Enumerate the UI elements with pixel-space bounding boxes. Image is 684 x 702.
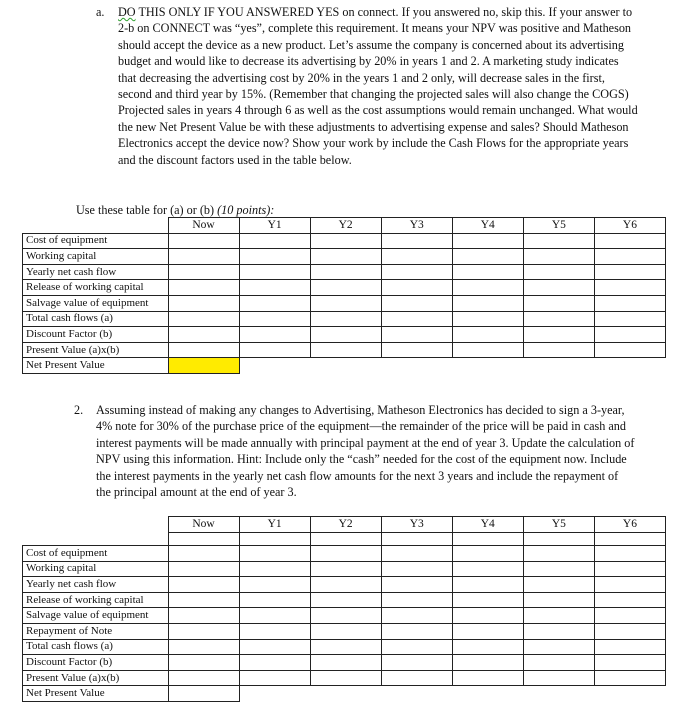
answer-cell[interactable] [452,311,523,327]
answer-cell[interactable] [594,639,665,655]
header-corner [23,517,169,533]
npv-table-a [22,217,666,374]
column-header: Y3 [381,517,452,533]
table-row [23,280,666,296]
answer-cell[interactable] [239,546,310,562]
answer-cell[interactable] [310,311,381,327]
answer-cell[interactable] [523,608,594,624]
column-header: Y2 [310,218,381,234]
table-row [23,264,666,280]
answer-cell[interactable] [310,655,381,671]
answer-cell[interactable] [168,577,239,593]
table-row [23,592,666,608]
answer-cell[interactable] [452,561,523,577]
table-row [23,311,666,327]
answer-cell[interactable] [310,280,381,296]
answer-cell[interactable] [381,295,452,311]
table-instruction-points: (10 points): [217,203,275,217]
empty-cell [452,686,523,702]
table-row [23,358,666,374]
row-label: Working capital [23,249,169,265]
answer-cell[interactable] [594,327,665,343]
answer-cell[interactable] [381,249,452,265]
answer-cell[interactable] [452,280,523,296]
answer-cell[interactable] [381,623,452,639]
answer-cell[interactable] [381,561,452,577]
answer-cell[interactable] [310,623,381,639]
answer-cell[interactable] [523,249,594,265]
answer-cell[interactable] [523,561,594,577]
question-2-text: Assuming instead of making any changes to Advertising, Matheson Electronics has decided to sign a 3-year, 4% note for 30% of the purchase price of the equipment—the remainder of the price will be paid in cash and interest payments will be made annually with principal payment at the end of year 3. Update the calculation of NPV using this information. Hint: Include only the “cash” needed for the cost of the equipment now. Include the interest payments in the yearly net cash flow amounts for the next 3 years and include the repayment of the principal amount at the end of year 3. [96,403,635,500]
answer-cell[interactable] [381,608,452,624]
answer-cell[interactable] [523,577,594,593]
spacer-cell [310,533,381,546]
question-a-text: THIS ONLY IF YOU ANSWERED YES on connect. If you answered no, skip this. If your answer to 2-b on CONNECT was “yes”, complete this requirement. It means your NPV was positive and Matheson should accept the device as a new product. Let’s assume the company is concerned about its advertising budget and would like to decrease its advertising by 20% in years 1 and 2. A marketing study indicates that decreasing the advertising cost by 20% in the years 1 and 2 only, will decrease sales in the first, second and third year by 15%. (Remember that changing the projected sales will also change the COGS) Projected sales in years 4 through 6 as well as the cost assumptions would remain unchanged. What would the new Net Present Value be with these adjustments to advertising expense and sales? Should Matheson Electronics accept the device now? Show your work by include the Cash Flows for the appropriate years and the discount factors used in the table below. [118,5,638,167]
answer-cell[interactable] [452,592,523,608]
answer-cell[interactable] [168,670,239,686]
row-label: Cost of equipment [23,546,169,562]
question-a-lead-word: DO [118,5,136,19]
answer-cell[interactable] [594,546,665,562]
table-row [23,295,666,311]
answer-cell[interactable] [239,327,310,343]
table-row [23,327,666,343]
column-header: Y6 [594,218,665,234]
spacer-cell [381,533,452,546]
answer-cell[interactable] [168,295,239,311]
answer-cell[interactable] [381,592,452,608]
answer-cell[interactable] [381,546,452,562]
answer-cell[interactable] [310,670,381,686]
row-label: Cost of equipment [23,233,169,249]
answer-cell[interactable] [310,592,381,608]
question-2-paragraph [74,402,636,500]
answer-cell[interactable] [381,311,452,327]
spacer-label [23,533,169,546]
question-2-marker: 2. [74,403,84,417]
table-row [23,233,666,249]
empty-cell [594,686,665,702]
answer-cell[interactable] [594,670,665,686]
answer-cell[interactable] [310,561,381,577]
spacer-cell [239,533,310,546]
row-label: Yearly net cash flow [23,577,169,593]
answer-cell[interactable] [523,623,594,639]
empty-cell [310,358,381,374]
header-row [23,218,666,234]
answer-cell[interactable] [381,264,452,280]
row-label: Discount Factor (b) [23,655,169,671]
empty-cell [523,686,594,702]
answer-cell[interactable] [594,561,665,577]
answer-cell[interactable] [239,311,310,327]
answer-cell[interactable] [594,280,665,296]
answer-cell[interactable] [523,546,594,562]
answer-cell[interactable] [168,280,239,296]
answer-cell[interactable] [239,233,310,249]
answer-cell[interactable] [452,577,523,593]
table-row [23,670,666,686]
answer-cell[interactable] [239,608,310,624]
answer-cell[interactable] [310,295,381,311]
row-label: Discount Factor (b) [23,327,169,343]
empty-cell [594,358,665,374]
answer-cell[interactable] [523,670,594,686]
answer-cell[interactable] [452,295,523,311]
answer-cell[interactable] [239,639,310,655]
table-row [23,623,666,639]
answer-cell[interactable] [310,249,381,265]
column-header: Y1 [239,218,310,234]
answer-cell[interactable] [381,342,452,358]
answer-cell[interactable] [168,623,239,639]
answer-cell[interactable] [452,639,523,655]
answer-cell[interactable] [239,577,310,593]
answer-cell[interactable] [168,249,239,265]
answer-cell[interactable] [310,608,381,624]
spacer-cell [452,533,523,546]
answer-cell[interactable] [168,592,239,608]
answer-cell[interactable] [310,233,381,249]
answer-cell[interactable] [239,592,310,608]
question-a-paragraph [96,4,638,168]
answer-cell[interactable] [594,311,665,327]
table-row [23,546,666,562]
answer-cell[interactable] [452,233,523,249]
table-row [23,608,666,624]
answer-cell[interactable] [523,264,594,280]
answer-cell[interactable] [594,655,665,671]
question-a-marker: a. [96,5,105,19]
answer-cell[interactable] [594,249,665,265]
answer-cell[interactable] [523,655,594,671]
column-header: Y1 [239,517,310,533]
answer-cell[interactable] [310,342,381,358]
answer-cell[interactable] [168,608,239,624]
row-label: Salvage value of equipment [23,608,169,624]
answer-cell[interactable] [381,233,452,249]
answer-cell[interactable] [239,295,310,311]
header-corner [23,218,169,234]
column-header: Y4 [452,218,523,234]
empty-cell [239,358,310,374]
column-header: Y6 [594,517,665,533]
table-instruction [76,203,274,218]
answer-cell[interactable] [168,561,239,577]
answer-cell[interactable] [452,327,523,343]
answer-cell[interactable] [452,546,523,562]
empty-cell [452,358,523,374]
answer-cell[interactable] [381,670,452,686]
answer-cell[interactable] [239,561,310,577]
row-label: Present Value (a)x(b) [23,670,169,686]
npv-answer-cell[interactable] [168,358,239,374]
empty-cell [310,686,381,702]
answer-cell[interactable] [168,264,239,280]
answer-cell[interactable] [452,342,523,358]
answer-cell[interactable] [239,655,310,671]
table-row [23,686,666,702]
answer-cell[interactable] [523,311,594,327]
column-header: Now [168,218,239,234]
answer-cell[interactable] [239,670,310,686]
answer-cell[interactable] [452,608,523,624]
spacer-cell [168,533,239,546]
answer-cell[interactable] [310,639,381,655]
answer-cell[interactable] [310,577,381,593]
spacer-cell [523,533,594,546]
table-row [23,561,666,577]
spacer-cell [594,533,665,546]
answer-cell[interactable] [168,655,239,671]
spacer-row [23,533,666,546]
row-label: Working capital [23,561,169,577]
row-label: Release of working capital [23,592,169,608]
empty-cell [239,686,310,702]
npv-table-note [22,516,666,702]
answer-cell[interactable] [239,280,310,296]
table-row [23,342,666,358]
answer-cell[interactable] [381,655,452,671]
answer-cell[interactable] [523,639,594,655]
column-header: Y5 [523,218,594,234]
row-label: Repayment of Note [23,623,169,639]
answer-cell[interactable] [594,577,665,593]
answer-cell[interactable] [310,327,381,343]
row-label: Total cash flows (a) [23,311,169,327]
row-label: Yearly net cash flow [23,264,169,280]
answer-cell[interactable] [381,639,452,655]
answer-cell[interactable] [310,546,381,562]
answer-cell[interactable] [594,264,665,280]
row-label: Release of working capital [23,280,169,296]
row-label: Total cash flows (a) [23,639,169,655]
empty-cell [381,686,452,702]
table-row [23,639,666,655]
answer-cell[interactable] [523,592,594,608]
answer-cell[interactable] [381,327,452,343]
answer-cell[interactable] [239,249,310,265]
answer-cell[interactable] [452,264,523,280]
table-instruction-text: Use these table for (a) or (b) [76,203,215,217]
npv-answer-cell[interactable] [168,686,239,702]
answer-cell[interactable] [594,623,665,639]
table-row [23,249,666,265]
row-label: Salvage value of equipment [23,295,169,311]
column-header: Y5 [523,517,594,533]
answer-cell[interactable] [523,280,594,296]
answer-cell[interactable] [594,295,665,311]
answer-cell[interactable] [523,327,594,343]
column-header: Y2 [310,517,381,533]
answer-cell[interactable] [523,233,594,249]
answer-cell[interactable] [594,608,665,624]
row-label: Net Present Value [23,686,169,702]
answer-cell[interactable] [168,546,239,562]
answer-cell[interactable] [168,327,239,343]
answer-cell[interactable] [381,280,452,296]
answer-cell[interactable] [381,577,452,593]
header-row [23,517,666,533]
table-row [23,577,666,593]
column-header: Y4 [452,517,523,533]
answer-cell[interactable] [239,623,310,639]
answer-cell[interactable] [452,623,523,639]
answer-cell[interactable] [594,342,665,358]
row-label: Present Value (a)x(b) [23,342,169,358]
answer-cell[interactable] [239,342,310,358]
answer-cell[interactable] [452,670,523,686]
empty-cell [523,358,594,374]
answer-cell[interactable] [310,264,381,280]
column-header: Y3 [381,218,452,234]
empty-cell [381,358,452,374]
answer-cell[interactable] [594,233,665,249]
answer-cell[interactable] [452,249,523,265]
answer-cell[interactable] [168,311,239,327]
answer-cell[interactable] [168,342,239,358]
answer-cell[interactable] [523,295,594,311]
answer-cell[interactable] [239,264,310,280]
row-label: Net Present Value [23,358,169,374]
answer-cell[interactable] [168,639,239,655]
answer-cell[interactable] [594,592,665,608]
column-header: Now [168,517,239,533]
answer-cell[interactable] [523,342,594,358]
answer-cell[interactable] [452,655,523,671]
answer-cell[interactable] [168,233,239,249]
table-row [23,655,666,671]
